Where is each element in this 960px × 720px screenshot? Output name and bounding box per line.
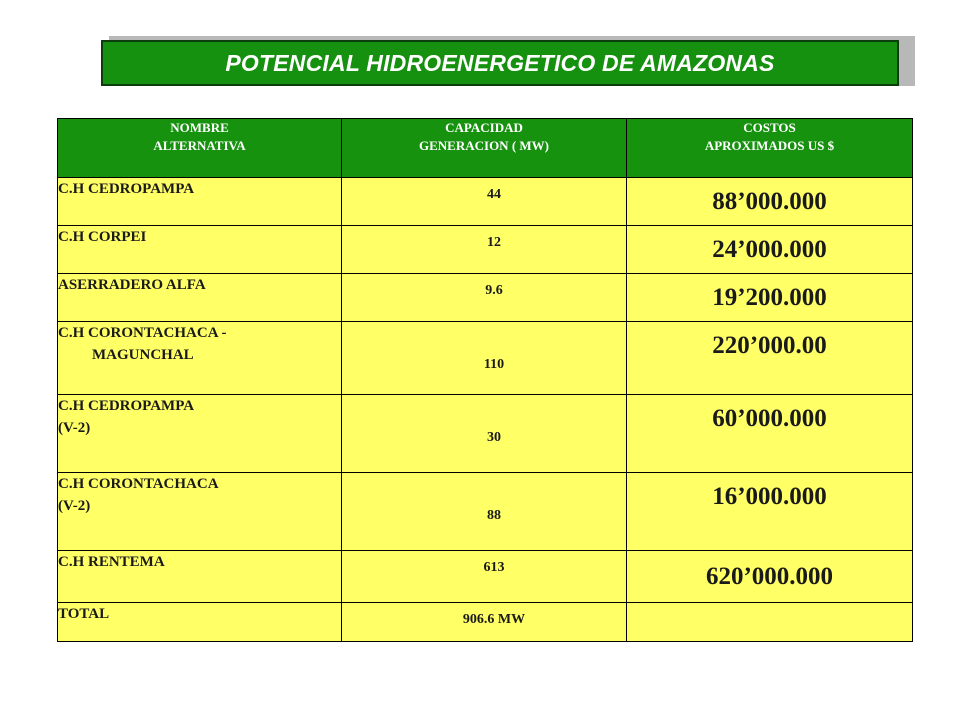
row-capacity: 44 [342, 178, 627, 226]
row-cost: 220’000.00 [627, 322, 913, 395]
total-capacity: 906.6 MW [342, 603, 627, 642]
row-capacity: 30 [342, 395, 627, 473]
row-capacity: 613 [342, 551, 627, 603]
row-capacity: 12 [342, 226, 627, 274]
table-row [58, 395, 913, 473]
header-col2-line1: CAPACIDAD [445, 120, 523, 135]
row-name: C.H RENTEMA [58, 551, 342, 603]
row-cost: 19’200.000 [627, 274, 913, 322]
row-cost: 88’000.000 [627, 178, 913, 226]
row-cost: 24’000.000 [627, 226, 913, 274]
table-row [58, 473, 913, 551]
total-row [58, 603, 913, 642]
table-row [58, 274, 913, 322]
title-banner [101, 40, 899, 86]
header-capacidad-generacion [342, 119, 627, 178]
row-name: C.H CEDROPAMPA [58, 178, 342, 226]
row-capacity: 88 [342, 473, 627, 551]
table-row [58, 322, 913, 395]
table-row [58, 226, 913, 274]
row-cost: 60’000.000 [627, 395, 913, 473]
header-nombre-alternativa [58, 119, 342, 178]
page-title: POTENCIAL HIDROENERGETICO DE AMAZONAS [225, 49, 775, 76]
header-costos-aproximados [627, 119, 913, 178]
table-row [58, 178, 913, 226]
hydro-potential-table [57, 118, 913, 642]
total-cost [627, 603, 913, 642]
total-label: TOTAL [58, 603, 342, 642]
header-col3-line1: COSTOS [743, 120, 796, 135]
header-col1-line1: NOMBRE [170, 120, 229, 135]
row-cost: 620’000.000 [627, 551, 913, 603]
header-col2-line2: GENERACION ( MW) [419, 138, 549, 153]
row-name: C.H CORONTACHACA (V-2) [58, 473, 342, 551]
row-name: C.H CORONTACHACA - MAGUNCHAL [58, 322, 342, 395]
row-name: C.H CORPEI [58, 226, 342, 274]
table-row [58, 551, 913, 603]
row-capacity: 9.6 [342, 274, 627, 322]
row-cost: 16’000.000 [627, 473, 913, 551]
row-name: C.H CEDROPAMPA (V-2) [58, 395, 342, 473]
table-header-row [58, 119, 913, 178]
row-capacity: 110 [342, 322, 627, 395]
header-col3-line2: APROXIMADOS US $ [704, 138, 835, 153]
header-col1-line2: ALTERNATIVA [153, 138, 246, 153]
row-name: ASERRADERO ALFA [58, 274, 342, 322]
